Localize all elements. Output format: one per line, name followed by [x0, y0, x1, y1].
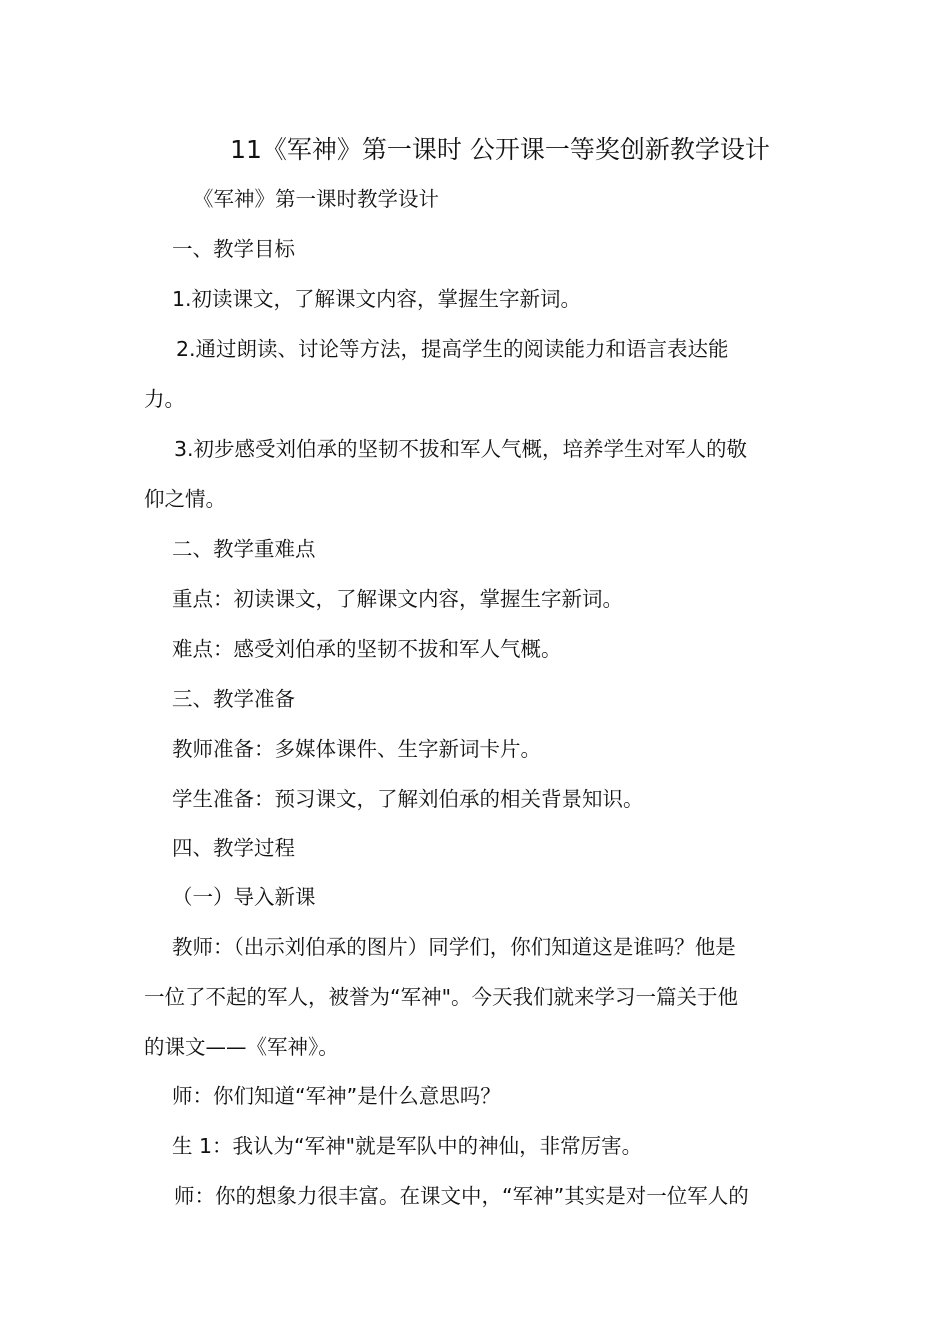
teacher-intro-line-2: 一位了不起的军人，被誉为“军神"。今天我们就来学习一篇关于他	[144, 985, 739, 1009]
difficulty: 难点：感受刘伯承的坚韧不拔和军人气概。	[172, 637, 562, 661]
section-heading-key-points: 二、教学重难点	[172, 537, 316, 561]
objective-2-line-1: 2.通过朗读、讨论等方法，提高学生的阅读能力和语言表达能	[176, 337, 729, 361]
section-heading-preparation: 三、教学准备	[172, 687, 295, 711]
teacher-intro-line-3: 的课文——《军神》。	[144, 1035, 339, 1059]
section-heading-process: 四、教学过程	[172, 836, 295, 860]
section-heading-objectives: 一、教学目标	[172, 237, 295, 261]
key-point: 重点：初读课文，了解课文内容，掌握生字新词。	[172, 587, 623, 611]
subsection-introduction: （一）导入新课	[172, 885, 316, 909]
objective-3-line-1: 3.初步感受刘伯承的坚韧不拔和军人气概，培养学生对军人的敬	[174, 437, 748, 461]
document-title: 11《军神》第一课时 公开课一等奖创新教学设计	[230, 135, 770, 164]
student-answer-1: 生 1：我认为“军神"就是军队中的神仙，非常厉害。	[172, 1134, 643, 1158]
objective-1: 1.初读课文，了解课文内容，掌握生字新词。	[172, 287, 582, 311]
teacher-question-2-line-1: 师：你的想象力很丰富。在课文中，“军神”其实是对一位军人的	[174, 1184, 749, 1208]
teacher-question-1: 师：你们知道“军神”是什么意思吗？	[172, 1084, 501, 1108]
teacher-preparation: 教师准备：多媒体课件、生字新词卡片。	[172, 737, 541, 761]
teacher-intro-line-1: 教师：（出示刘伯承的图片）同学们，你们知道这是谁吗？他是	[172, 935, 736, 959]
subtitle: 《军神》第一课时教学设计	[193, 187, 439, 211]
objective-2-line-2: 力。	[144, 387, 185, 411]
student-preparation: 学生准备：预习课文，了解刘伯承的相关背景知识。	[172, 787, 644, 811]
objective-3-line-2: 仰之情。	[144, 487, 226, 511]
